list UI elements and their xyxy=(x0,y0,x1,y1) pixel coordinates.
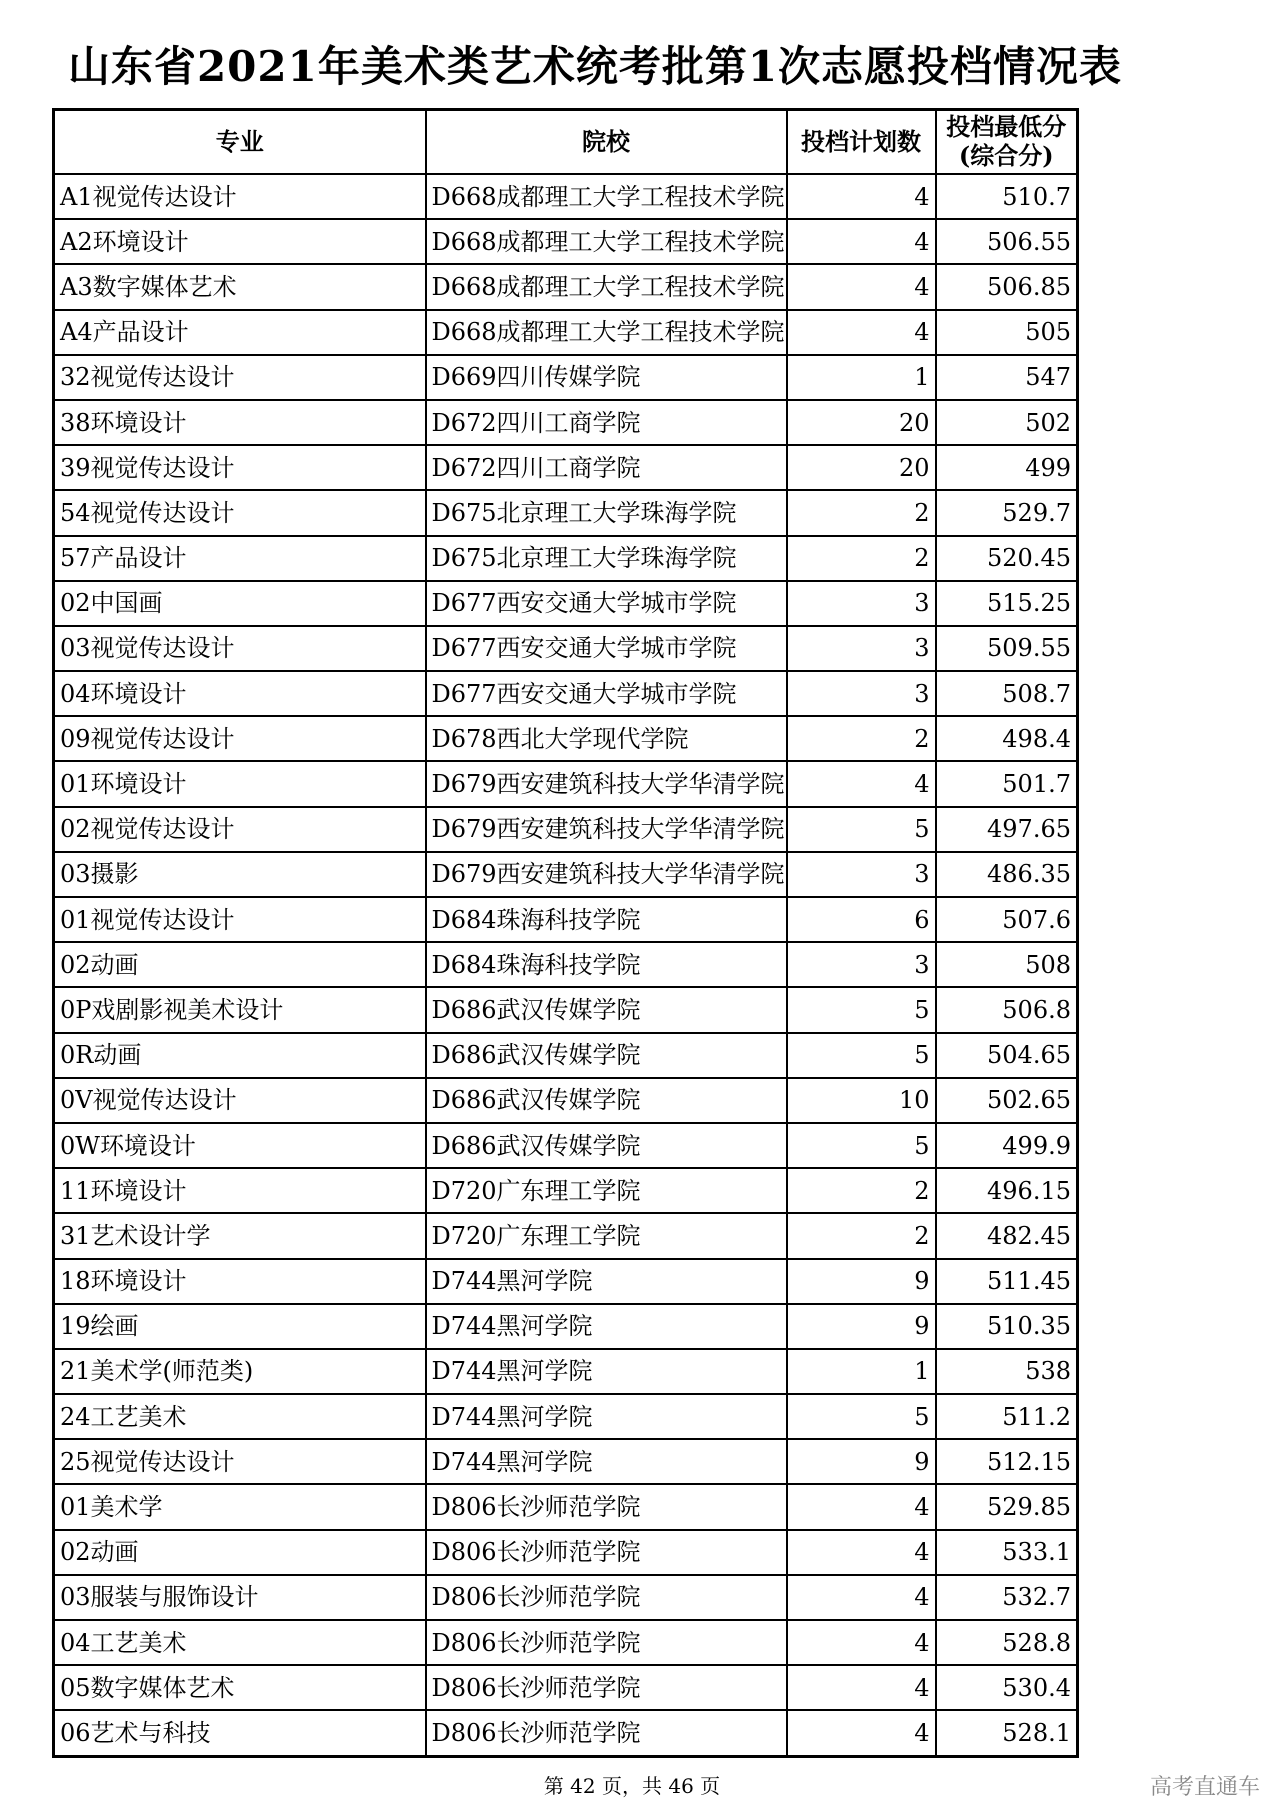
table-row xyxy=(54,1620,1078,1665)
cell-major: 0V视觉传达设计 xyxy=(54,1078,426,1123)
page-number: 第 42 页，共 46 页 xyxy=(543,1774,721,1798)
cell-plan: 4 xyxy=(787,1620,936,1665)
cell-school: D677西安交通大学城市学院 xyxy=(426,581,787,626)
cell-major: 31艺术设计学 xyxy=(54,1213,426,1258)
cell-school: D744黑河学院 xyxy=(426,1439,787,1484)
cell-school: D806长沙师范学院 xyxy=(426,1530,787,1575)
cell-plan: 4 xyxy=(787,1575,936,1620)
header-min-score-line2: (综合分) xyxy=(958,141,1054,170)
cell-plan: 1 xyxy=(787,355,936,400)
cell-min-score: 509.55 xyxy=(936,626,1078,671)
cell-major: 03服装与服饰设计 xyxy=(54,1575,426,1620)
cell-min-score: 512.15 xyxy=(936,1439,1078,1484)
cell-school: D744黑河学院 xyxy=(426,1394,787,1439)
cell-major: 01美术学 xyxy=(54,1484,426,1529)
cell-major: 03视觉传达设计 xyxy=(54,626,426,671)
cell-min-score: 505 xyxy=(936,310,1078,355)
cell-school: D668成都理工大学工程技术学院 xyxy=(426,219,787,264)
cell-major: 0W环境设计 xyxy=(54,1123,426,1168)
cell-major: 06艺术与科技 xyxy=(54,1710,426,1756)
header-school: 院校 xyxy=(426,110,787,175)
cell-min-score: 506.55 xyxy=(936,219,1078,264)
table-row xyxy=(54,1168,1078,1213)
cell-plan: 4 xyxy=(787,761,936,806)
table-row xyxy=(54,1259,1078,1304)
cell-min-score: 506.85 xyxy=(936,264,1078,309)
cell-school: D806长沙师范学院 xyxy=(426,1575,787,1620)
cell-school: D744黑河学院 xyxy=(426,1304,787,1349)
table-row xyxy=(54,581,1078,626)
cell-plan: 4 xyxy=(787,219,936,264)
page-title: 山东省2021年美术类艺术统考批第1次志愿投档情况表 xyxy=(67,42,1123,91)
cell-major: 0P戏剧影视美术设计 xyxy=(54,987,426,1032)
cell-min-score: 498.4 xyxy=(936,716,1078,761)
cell-plan: 4 xyxy=(787,310,936,355)
cell-min-score: 497.65 xyxy=(936,807,1078,852)
cell-min-score: 538 xyxy=(936,1349,1078,1394)
cell-plan: 3 xyxy=(787,626,936,671)
table-row xyxy=(54,1575,1078,1620)
table-row xyxy=(54,445,1078,490)
header-min-score xyxy=(936,110,1078,175)
cell-major: 19绘画 xyxy=(54,1304,426,1349)
table-row xyxy=(54,1123,1078,1168)
cell-plan: 9 xyxy=(787,1304,936,1349)
table-row xyxy=(54,1484,1078,1529)
cell-school: D686武汉传媒学院 xyxy=(426,1123,787,1168)
cell-min-score: 482.45 xyxy=(936,1213,1078,1258)
table-row xyxy=(54,1710,1078,1756)
table-row xyxy=(54,355,1078,400)
table-row xyxy=(54,852,1078,897)
cell-school: D672四川工商学院 xyxy=(426,400,787,445)
cell-plan: 2 xyxy=(787,1168,936,1213)
cell-school: D679西安建筑科技大学华清学院 xyxy=(426,852,787,897)
cell-major: A2环境设计 xyxy=(54,219,426,264)
cell-major: 01环境设计 xyxy=(54,761,426,806)
cell-school: D668成都理工大学工程技术学院 xyxy=(426,310,787,355)
cell-plan: 10 xyxy=(787,1078,936,1123)
cell-school: D677西安交通大学城市学院 xyxy=(426,626,787,671)
cell-plan: 5 xyxy=(787,1033,936,1078)
cell-plan: 4 xyxy=(787,264,936,309)
cell-school: D677西安交通大学城市学院 xyxy=(426,671,787,716)
table-row xyxy=(54,1439,1078,1484)
table-row xyxy=(54,626,1078,671)
cell-min-score: 508.7 xyxy=(936,671,1078,716)
table-row xyxy=(54,1394,1078,1439)
cell-plan: 4 xyxy=(787,1484,936,1529)
cell-min-score: 501.7 xyxy=(936,761,1078,806)
cell-plan: 5 xyxy=(787,987,936,1032)
header-plan: 投档计划数 xyxy=(787,110,936,175)
cell-min-score: 502 xyxy=(936,400,1078,445)
cell-plan: 4 xyxy=(787,1530,936,1575)
cell-major: 32视觉传达设计 xyxy=(54,355,426,400)
table-row xyxy=(54,219,1078,264)
cell-major: 18环境设计 xyxy=(54,1259,426,1304)
cell-major: A3数字媒体艺术 xyxy=(54,264,426,309)
table-row xyxy=(54,1078,1078,1123)
table-row xyxy=(54,716,1078,761)
cell-major: A1视觉传达设计 xyxy=(54,174,426,219)
cell-school: D806长沙师范学院 xyxy=(426,1665,787,1710)
table-row xyxy=(54,310,1078,355)
cell-school: D684珠海科技学院 xyxy=(426,897,787,942)
cell-school: D669四川传媒学院 xyxy=(426,355,787,400)
table-row xyxy=(54,1349,1078,1394)
cell-major: 02动画 xyxy=(54,1530,426,1575)
cell-major: 57产品设计 xyxy=(54,536,426,581)
cell-major: 24工艺美术 xyxy=(54,1394,426,1439)
cell-major: 05数字媒体艺术 xyxy=(54,1665,426,1710)
cell-plan: 2 xyxy=(787,1213,936,1258)
cell-school: D668成都理工大学工程技术学院 xyxy=(426,264,787,309)
table-row xyxy=(54,807,1078,852)
table-row xyxy=(54,400,1078,445)
cell-major: 04工艺美术 xyxy=(54,1620,426,1665)
cell-min-score: 510.7 xyxy=(936,174,1078,219)
cell-school: D806长沙师范学院 xyxy=(426,1620,787,1665)
cell-school: D672四川工商学院 xyxy=(426,445,787,490)
cell-min-score: 528.1 xyxy=(936,1710,1078,1756)
table-row xyxy=(54,761,1078,806)
table-row xyxy=(54,536,1078,581)
cell-min-score: 528.8 xyxy=(936,1620,1078,1665)
cell-school: D679西安建筑科技大学华清学院 xyxy=(426,761,787,806)
cell-plan: 3 xyxy=(787,671,936,716)
table-row xyxy=(54,1665,1078,1710)
cell-plan: 5 xyxy=(787,807,936,852)
cell-school: D668成都理工大学工程技术学院 xyxy=(426,174,787,219)
cell-plan: 3 xyxy=(787,852,936,897)
cell-plan: 9 xyxy=(787,1439,936,1484)
cell-plan: 20 xyxy=(787,445,936,490)
cell-school: D675北京理工大学珠海学院 xyxy=(426,536,787,581)
cell-plan: 1 xyxy=(787,1349,936,1394)
cell-school: D686武汉传媒学院 xyxy=(426,1078,787,1123)
cell-plan: 4 xyxy=(787,1710,936,1756)
cell-plan: 3 xyxy=(787,581,936,626)
cell-plan: 4 xyxy=(787,174,936,219)
cell-major: 09视觉传达设计 xyxy=(54,716,426,761)
cell-major: 54视觉传达设计 xyxy=(54,490,426,535)
cell-school: D684珠海科技学院 xyxy=(426,942,787,987)
cell-major: 02动画 xyxy=(54,942,426,987)
cell-min-score: 499.9 xyxy=(936,1123,1078,1168)
cell-major: 11环境设计 xyxy=(54,1168,426,1213)
cell-school: D744黑河学院 xyxy=(426,1349,787,1394)
table-header-row xyxy=(54,110,1078,175)
table-row xyxy=(54,174,1078,219)
cell-major: 25视觉传达设计 xyxy=(54,1439,426,1484)
cell-school: D675北京理工大学珠海学院 xyxy=(426,490,787,535)
cell-major: 21美术学(师范类) xyxy=(54,1349,426,1394)
table-row xyxy=(54,1033,1078,1078)
table-row xyxy=(54,1304,1078,1349)
admission-table xyxy=(52,108,1079,1758)
cell-plan: 9 xyxy=(787,1259,936,1304)
table-row xyxy=(54,987,1078,1032)
table-body xyxy=(54,174,1078,1756)
cell-min-score: 504.65 xyxy=(936,1033,1078,1078)
cell-min-score: 506.8 xyxy=(936,987,1078,1032)
cell-plan: 2 xyxy=(787,490,936,535)
cell-min-score: 511.2 xyxy=(936,1394,1078,1439)
cell-plan: 5 xyxy=(787,1394,936,1439)
table-row xyxy=(54,264,1078,309)
cell-min-score: 515.25 xyxy=(936,581,1078,626)
cell-min-score: 486.35 xyxy=(936,852,1078,897)
cell-min-score: 496.15 xyxy=(936,1168,1078,1213)
cell-major: 02视觉传达设计 xyxy=(54,807,426,852)
cell-major: 02中国画 xyxy=(54,581,426,626)
cell-min-score: 520.45 xyxy=(936,536,1078,581)
cell-school: D678西北大学现代学院 xyxy=(426,716,787,761)
table-row xyxy=(54,490,1078,535)
cell-school: D686武汉传媒学院 xyxy=(426,1033,787,1078)
table-row xyxy=(54,942,1078,987)
cell-min-score: 547 xyxy=(936,355,1078,400)
header-min-score-line1: 投档最低分 xyxy=(946,112,1067,142)
cell-major: 01视觉传达设计 xyxy=(54,897,426,942)
table-row xyxy=(54,1530,1078,1575)
table-row xyxy=(54,1213,1078,1258)
cell-min-score: 530.4 xyxy=(936,1665,1078,1710)
cell-min-score: 511.45 xyxy=(936,1259,1078,1304)
cell-plan: 20 xyxy=(787,400,936,445)
cell-min-score: 529.85 xyxy=(936,1484,1078,1529)
cell-min-score: 507.6 xyxy=(936,897,1078,942)
cell-plan: 4 xyxy=(787,1665,936,1710)
cell-plan: 6 xyxy=(787,897,936,942)
cell-major: A4产品设计 xyxy=(54,310,426,355)
cell-plan: 3 xyxy=(787,942,936,987)
cell-min-score: 533.1 xyxy=(936,1530,1078,1575)
cell-school: D720广东理工学院 xyxy=(426,1213,787,1258)
cell-plan: 5 xyxy=(787,1123,936,1168)
table-row xyxy=(54,897,1078,942)
cell-plan: 2 xyxy=(787,716,936,761)
cell-school: D744黑河学院 xyxy=(426,1259,787,1304)
cell-min-score: 508 xyxy=(936,942,1078,987)
cell-min-score: 502.65 xyxy=(936,1078,1078,1123)
cell-plan: 2 xyxy=(787,536,936,581)
cell-school: D720广东理工学院 xyxy=(426,1168,787,1213)
cell-school: D679西安建筑科技大学华清学院 xyxy=(426,807,787,852)
watermark: 高考直通车 xyxy=(1149,1775,1260,1800)
cell-major: 03摄影 xyxy=(54,852,426,897)
header-major: 专业 xyxy=(54,110,426,175)
cell-min-score: 499 xyxy=(936,445,1078,490)
cell-major: 0R动画 xyxy=(54,1033,426,1078)
cell-min-score: 510.35 xyxy=(936,1304,1078,1349)
cell-major: 39视觉传达设计 xyxy=(54,445,426,490)
table-row xyxy=(54,671,1078,716)
cell-school: D686武汉传媒学院 xyxy=(426,987,787,1032)
cell-major: 04环境设计 xyxy=(54,671,426,716)
cell-min-score: 532.7 xyxy=(936,1575,1078,1620)
cell-min-score: 529.7 xyxy=(936,490,1078,535)
cell-school: D806长沙师范学院 xyxy=(426,1484,787,1529)
cell-school: D806长沙师范学院 xyxy=(426,1710,787,1756)
cell-major: 38环境设计 xyxy=(54,400,426,445)
